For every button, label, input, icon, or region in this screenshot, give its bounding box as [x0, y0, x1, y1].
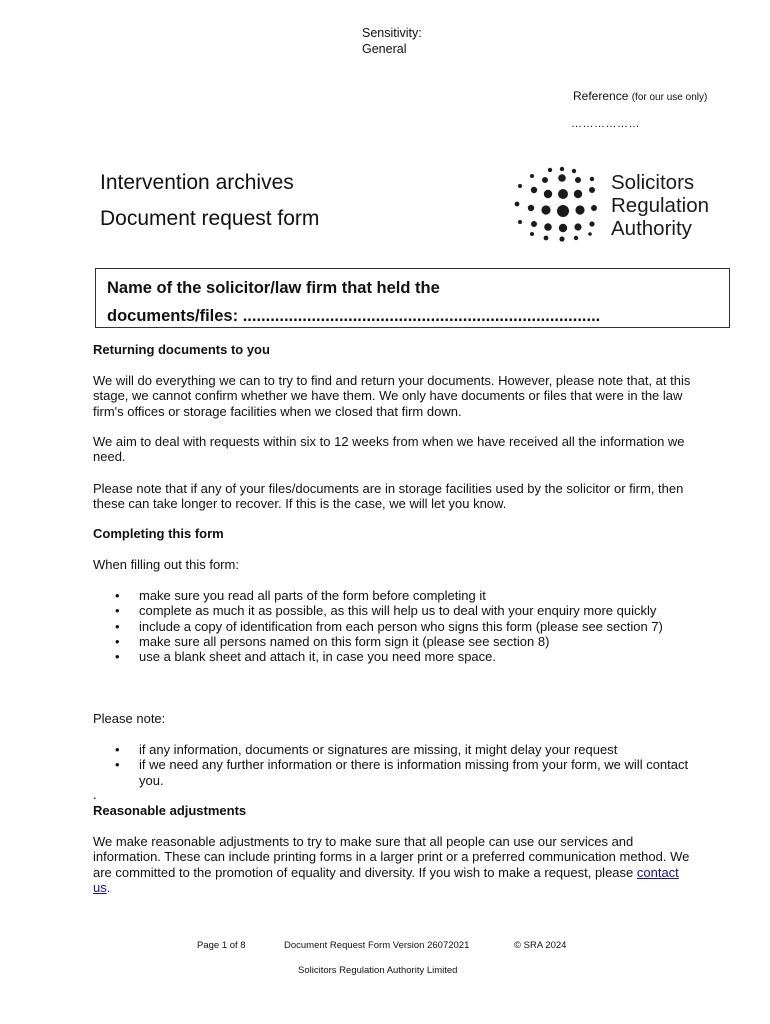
- reference-note: (for our use only): [631, 92, 708, 103]
- contact-us-link[interactable]: contact us: [93, 864, 679, 895]
- please-note-list: [93, 742, 693, 788]
- list-item: • make sure all persons named on this form sign it (please see section 8): [93, 634, 693, 649]
- logo-line-regulation: Regulation: [611, 194, 710, 217]
- list-item: • make sure you read all parts of the form before completing it: [93, 588, 693, 603]
- please-note-intro: Please note:: [93, 711, 166, 726]
- footer-company: Solicitors Regulation Authority Limited: [298, 965, 458, 976]
- page-subtitle: Document request form: [100, 207, 320, 230]
- reference-blank-field: ………………: [571, 118, 640, 130]
- list-item: • use a blank sheet and attach it, in case you need more space.: [93, 649, 693, 664]
- list-item: • include a copy of identification from each person who signs this form (please see section 7): [93, 619, 693, 634]
- footer-copyright: © SRA 2024: [514, 940, 567, 951]
- footer-page-number: Page 1 of 8: [197, 940, 246, 951]
- stray-dot: .: [93, 787, 97, 802]
- completing-list: [93, 588, 693, 664]
- list-item: • if we need any further information or there is information missing from your form, we will contact you.: [93, 757, 693, 788]
- sra-logo-text: [611, 171, 709, 240]
- adjustments-paragraph: [93, 834, 693, 895]
- solicitor-name-blank: documents/files: ..............................................................................: [107, 307, 601, 325]
- list-item: • complete as much it as possible, as this will help us to deal with your enquiry more quickly: [93, 603, 693, 618]
- list-item: • if any information, documents or signatures are missing, it might delay your request: [93, 742, 693, 757]
- returning-paragraph-1: We will do everything we can to try to find and return your documents. However, please note that, at this stage, we cannot confirm whether we have them. We only have documents or files that were in the law firm's offices or storage facilities when we closed that firm down.: [93, 373, 691, 419]
- footer-version: Document Request Form Version 26072021: [284, 940, 470, 951]
- sensitivity-label: Sensitivity: General: [362, 26, 422, 56]
- logo-line-solicitors: Solicitors: [611, 171, 695, 194]
- section-heading-returning: Returning documents to you: [93, 342, 270, 357]
- adjustments-text: We make reasonable adjustments to try to make sure that all people can use our services and information. These can include printing forms in a larger print or a preferred communication method. We are committed to the promotion of equality and diversity. If you wish to make a request, please: [93, 834, 690, 880]
- solicitor-name-label: Name of the solicitor/law firm that held the: [107, 279, 440, 297]
- adjustments-end: .: [106, 879, 111, 895]
- page-title: Intervention archives: [100, 171, 294, 194]
- section-heading-adjustments: Reasonable adjustments: [93, 803, 247, 818]
- reference-label: [573, 89, 707, 103]
- returning-paragraph-2: We aim to deal with requests within six to 12 weeks from when we have received all the information we need.: [93, 434, 685, 465]
- section-heading-completing: Completing this form: [93, 526, 224, 541]
- solicitor-name-field[interactable]: [95, 268, 730, 328]
- returning-paragraph-3: Please note that if any of your files/documents are in storage facilities used by the solicitor or firm, then these can take longer to recover. If this is the case, we will let you know.: [93, 481, 684, 512]
- completing-intro: When filling out this form:: [93, 557, 239, 572]
- reference-label-text: Reference: [573, 89, 629, 103]
- logo-line-authority: Authority: [611, 217, 692, 240]
